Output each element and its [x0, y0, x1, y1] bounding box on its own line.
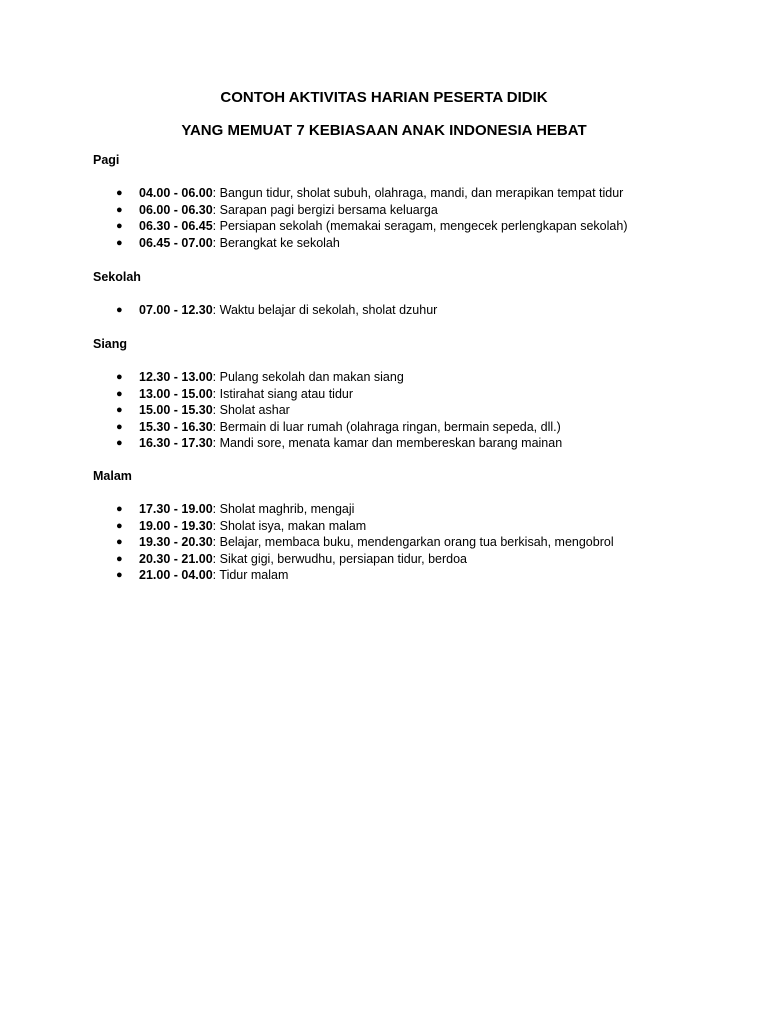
list-item: [93, 435, 693, 452]
bullet-icon: ●: [116, 404, 123, 416]
activity-text: : Tidur malam: [212, 568, 289, 582]
section-heading: Sekolah: [93, 270, 141, 284]
list-item: [93, 518, 693, 535]
section-siang: [93, 336, 693, 450]
activity-text: : Sarapan pagi bergizi bersama keluarga: [212, 202, 438, 217]
bullet-icon: ●: [116, 420, 123, 433]
activity-list: [93, 185, 693, 251]
bullet-icon: ●: [116, 236, 123, 249]
activity-text: : Sholat maghrib, mengaji: [212, 502, 355, 516]
activity-list: [93, 302, 693, 319]
bullet-icon: ●: [116, 519, 123, 532]
list-item: [93, 302, 693, 319]
activity-text: : Berangkat ke sekolah: [212, 235, 340, 250]
bullet-icon: ●: [116, 437, 123, 449]
list-item: [93, 218, 693, 235]
bullet-icon: ●: [116, 552, 123, 565]
list-item: [93, 185, 693, 202]
bullet-icon: ●: [116, 203, 123, 216]
section-heading: Pagi: [93, 153, 120, 167]
list-item: [93, 551, 693, 568]
activity-list: [93, 369, 693, 452]
list-item: [93, 235, 693, 252]
section-heading: Malam: [93, 469, 132, 483]
list-item: [93, 402, 693, 419]
bullet-icon: ●: [116, 220, 123, 232]
activity-text: : Mandi sore, menata kamar dan membereskan barang mainan: [212, 436, 563, 450]
time-range: 06.45 - 07.00: [139, 235, 213, 250]
activity-text: : Pulang sekolah dan makan siang: [212, 370, 404, 384]
bullet-icon: ●: [116, 187, 123, 199]
bullet-icon: ●: [116, 371, 123, 383]
bullet-icon: ●: [116, 304, 123, 316]
activity-text: : Persiapan sekolah (memakai seragam, mengecek perlengkapan sekolah): [212, 219, 628, 233]
bullet-icon: ●: [116, 387, 123, 400]
list-item: [93, 419, 693, 436]
list-item: [93, 501, 693, 518]
bullet-icon: ●: [116, 536, 123, 548]
time-range: 17.30 - 19.00: [139, 502, 213, 516]
activity-text: : Sholat ashar: [212, 403, 290, 417]
time-range: 15.00 - 15.30: [139, 403, 213, 417]
list-item: [93, 567, 693, 584]
list-item: [93, 369, 693, 386]
document-title-line-1: CONTOH AKTIVITAS HARIAN PESERTA DIDIK: [220, 89, 548, 106]
time-range: 21.00 - 04.00: [139, 568, 213, 582]
activity-text: : Waktu belajar di sekolah, sholat dzuhur: [212, 303, 438, 317]
activity-text: : Istirahat siang atau tidur: [212, 386, 354, 401]
activity-text: : Belajar, membaca buku, mendengarkan orang tua berkisah, mengobrol: [212, 535, 614, 549]
time-range: 20.30 - 21.00: [139, 551, 213, 566]
time-range: 15.30 - 16.30: [139, 419, 213, 434]
document-title-line-2: YANG MEMUAT 7 KEBIASAAN ANAK INDONESIA HEBAT: [181, 122, 587, 139]
time-range: 06.30 - 06.45: [139, 219, 213, 233]
time-range: 16.30 - 17.30: [139, 436, 213, 450]
time-range: 13.00 - 15.00: [139, 386, 213, 401]
section-pagi: [93, 152, 693, 250]
time-range: 12.30 - 13.00: [139, 370, 213, 384]
activity-text: : Bangun tidur, sholat subuh, olahraga, mandi, dan merapikan tempat tidur: [212, 186, 624, 200]
section-malam: [93, 468, 693, 582]
list-item: [93, 386, 693, 403]
section-heading: Siang: [93, 337, 128, 351]
activity-text: : Bermain di luar rumah (olahraga ringan, bermain sepeda, dll.): [212, 419, 561, 434]
list-item: [93, 534, 693, 551]
time-range: 04.00 - 06.00: [139, 186, 213, 200]
activity-text: : Sholat isya, makan malam: [212, 518, 367, 533]
time-range: 19.30 - 20.30: [139, 535, 213, 549]
activity-text: : Sikat gigi, berwudhu, persiapan tidur, berdoa: [212, 551, 467, 566]
bullet-icon: ●: [116, 503, 123, 515]
time-range: 07.00 - 12.30: [139, 303, 213, 317]
bullet-icon: ●: [116, 569, 123, 581]
time-range: 06.00 - 06.30: [139, 202, 213, 217]
list-item: [93, 202, 693, 219]
section-sekolah: [93, 269, 693, 317]
activity-list: [93, 501, 693, 584]
time-range: 19.00 - 19.30: [139, 518, 213, 533]
